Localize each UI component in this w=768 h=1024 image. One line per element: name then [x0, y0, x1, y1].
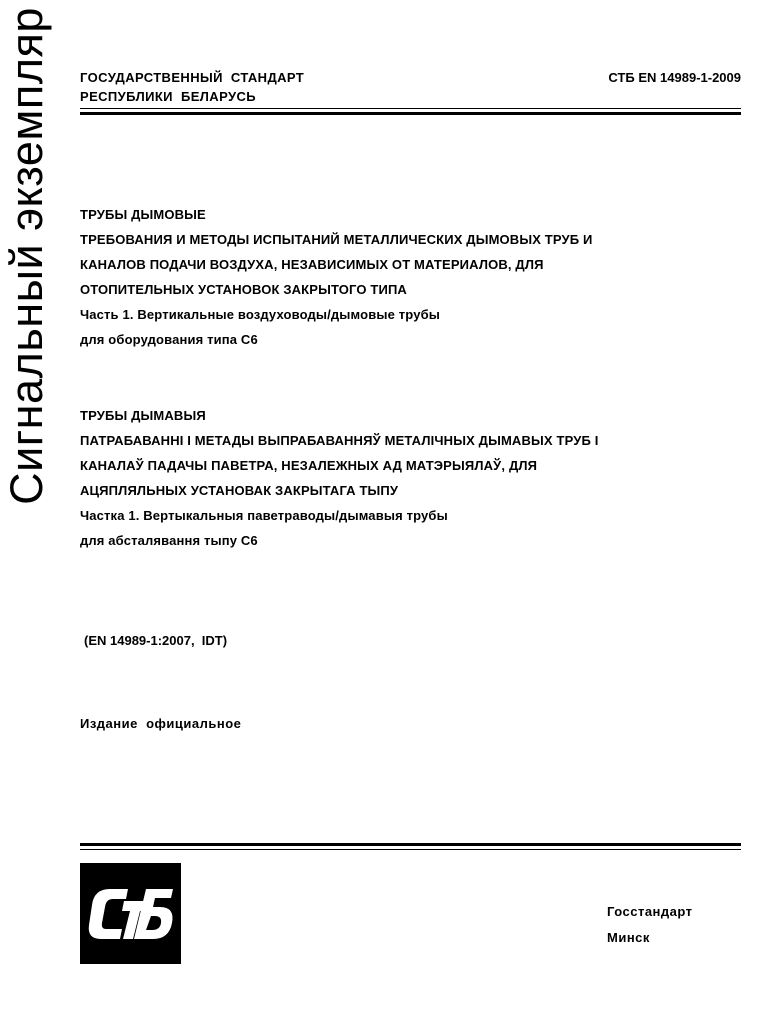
standard-designation: СТБ EN 14989-1-2009 — [608, 70, 741, 85]
publisher-name: Госстандарт — [607, 904, 693, 919]
issuing-authority — [80, 68, 304, 106]
authority-line-1: ГОСУДАРСТВЕННЫЙ СТАНДАРТ — [80, 70, 305, 85]
footer-rule-thin — [80, 849, 741, 850]
title-by-line-2: ПАТРАБАВАННІ І МЕТАДЫ ВЫПРАБАВАННЯЎ МЕТАЛІЧНЫХ ДЫМАВЫХ ТРУБ І — [80, 433, 599, 448]
title-ru-part-line-1: Часть 1. Вертикальные воздуховоды/дымовые трубы — [80, 307, 441, 322]
title-belarusian — [80, 403, 740, 553]
stb-logo-icon — [80, 863, 181, 964]
title-by-part-line-2: для абсталявання тыпу С6 — [80, 533, 258, 548]
title-ru-line-3: КАНАЛОВ ПОДАЧИ ВОЗДУХА, НЕЗАВИСИМЫХ ОТ МАТЕРИАЛОВ, ДЛЯ — [80, 257, 544, 272]
publisher — [607, 899, 693, 951]
authority-line-2: РЕСПУБЛИКИ БЕЛАРУСЬ — [80, 89, 256, 104]
title-by-line-3: КАНАЛАЎ ПАДАЧЫ ПАВЕТРА, НЕЗАЛЕЖНЫХ АД МАТЭРЫЯЛАЎ, ДЛЯ — [80, 458, 538, 473]
header-rule-thick — [80, 112, 741, 115]
title-russian — [80, 202, 740, 352]
identity-note: (EN 14989-1:2007, IDT) — [84, 633, 228, 648]
title-ru-line-2: ТРЕБОВАНИЯ И МЕТОДЫ ИСПЫТАНИЙ МЕТАЛЛИЧЕСКИХ ДЫМОВЫХ ТРУБ И — [80, 232, 593, 247]
edition-label: Издание официальное — [80, 716, 242, 731]
title-ru-line-4: ОТОПИТЕЛЬНЫХ УСТАНОВОК ЗАКРЫТОГО ТИПА — [80, 282, 407, 297]
publisher-city: Минск — [607, 930, 650, 945]
title-ru-line-1: ТРУБЫ ДЫМОВЫЕ — [80, 207, 206, 222]
footer-rule-thick — [80, 843, 741, 846]
title-ru-part-line-2: для оборудования типа С6 — [80, 332, 258, 347]
title-by-part-line-1: Частка 1. Вертыкальныя паветраводы/дымавыя трубы — [80, 508, 448, 523]
stb-logo-graphic — [80, 863, 181, 964]
title-by-line-1: ТРУБЫ ДЫМАВЫЯ — [80, 408, 206, 423]
title-by-line-4: АЦЯПЛЯЛЬНЫХ УСТАНОВАК ЗАКРЫТАГА ТЫПУ — [80, 483, 399, 498]
header-rule-thin — [80, 108, 741, 109]
watermark-signal-copy: Сигнальный экземпляр — [1, 7, 52, 505]
